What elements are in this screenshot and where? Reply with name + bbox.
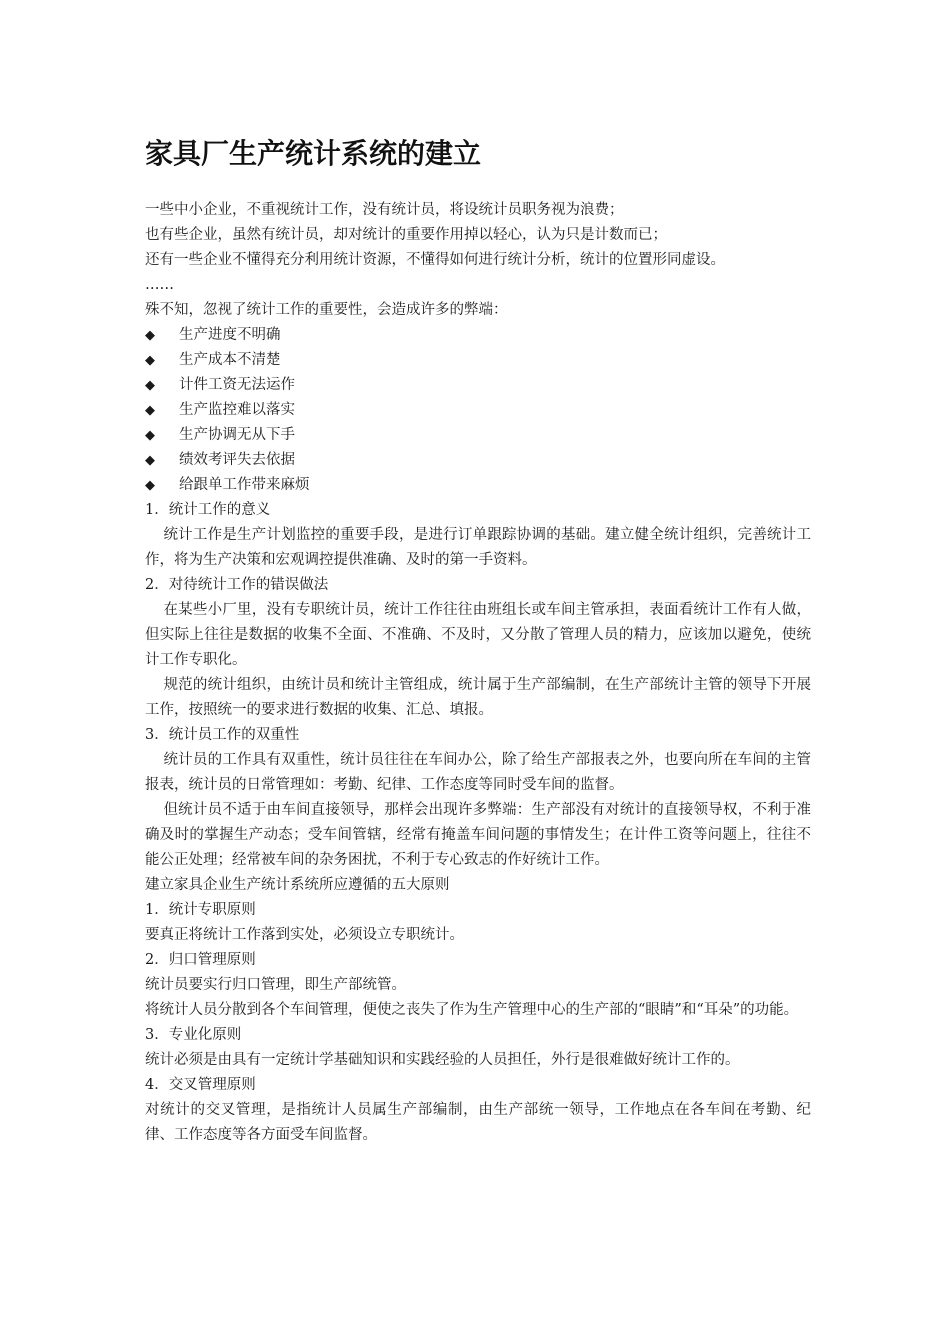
paragraph: 将统计人员分散到各个车间管理，便使之丧失了作为生产管理中心的生产部的“眼睛”和“耳朵”的功能。	[145, 1002, 799, 1018]
paragraph: 统计工作是生产计划监控的重要手段，是进行订单跟踪协调的基础。建立健全统计组织，完善统计工作，将为生产决策和宏观调控提供准确、及时的第一手资料。	[145, 527, 811, 568]
list-item	[145, 323, 811, 348]
diamond-bullet-icon: ◆	[145, 453, 155, 468]
paragraph: 统计员要实行归口管理，即生产部统管。	[145, 977, 406, 993]
principle-heading: 1．统计专职原则	[145, 902, 256, 918]
paragraph: 规范的统计组织，由统计员和统计主管组成，统计属于生产部编制，在生产部统计主管的领导下开展工作，按照统一的要求进行数据的收集、汇总、填报。	[145, 677, 811, 718]
paragraph: 统计员的工作具有双重性，统计员往往在车间办公，除了给生产部报表之外，也要向所在车间的主管报表，统计员的日常管理如：考勤、纪律、工作态度等同时受车间的监督。	[145, 752, 811, 793]
diamond-bullet-icon: ◆	[145, 353, 155, 368]
intro-line: 殊不知，忽视了统计工作的重要性，会造成许多的弊端：	[145, 302, 508, 318]
paragraph: 要真正将统计工作落到实处，必须设立专职统计。	[145, 927, 464, 943]
list-item-text: 生产监控难以落实	[179, 402, 295, 418]
list-item	[145, 398, 811, 423]
section-heading: 3．统计员工作的双重性	[145, 727, 300, 743]
list-item-text: 生产进度不明确	[179, 327, 281, 343]
list-item-text: 生产成本不清楚	[179, 352, 281, 368]
intro-line: 也有些企业，虽然有统计员，却对统计的重要作用掉以轻心，认为只是计数而已；	[145, 227, 667, 243]
list-item	[145, 423, 811, 448]
principles-heading: 建立家具企业生产统计系统所应遵循的五大原则	[145, 877, 450, 893]
principle-heading: 3．专业化原则	[145, 1027, 242, 1043]
list-item-text: 给跟单工作带来麻烦	[179, 477, 310, 493]
principle-heading: 2．归口管理原则	[145, 952, 256, 968]
list-item	[145, 348, 811, 373]
diamond-bullet-icon: ◆	[145, 478, 155, 493]
drawbacks-list	[145, 323, 811, 498]
diamond-bullet-icon: ◆	[145, 428, 155, 443]
principle-heading: 4．交叉管理原则	[145, 1077, 256, 1093]
ellipsis: ……	[145, 277, 174, 293]
list-item	[145, 448, 811, 473]
diamond-bullet-icon: ◆	[145, 328, 155, 343]
section-heading: 1．统计工作的意义	[145, 502, 271, 518]
paragraph: 对统计的交叉管理，是指统计人员属生产部编制，由生产部统一领导，工作地点在各车间在考勤、纪律、工作态度等各方面受车间监督。	[145, 1102, 811, 1143]
paragraph: 但统计员不适于由车间直接领导，那样会出现许多弊端：生产部没有对统计的直接领导权，不利于准确及时的掌握生产动态；受车间管辖，经常有掩盖车间问题的事情发生；在计件工资等问题上，往往不能公正处理；经常被车间的杂务困扰，不利于专心致志的作好统计工作。	[145, 802, 811, 868]
list-item	[145, 373, 811, 398]
list-item-text: 计件工资无法运作	[179, 377, 295, 393]
paragraph: 统计必须是由具有一定统计学基础知识和实践经验的人员担任，外行是很难做好统计工作的。	[145, 1052, 740, 1068]
paragraph: 在某些小厂里，没有专职统计员，统计工作往往由班组长或车间主管承担，表面看统计工作有人做，但实际上往往是数据的收集不全面、不准确、不及时，又分散了管理人员的精力，应该加以避免，使统计工作专职化。	[145, 602, 811, 668]
section-heading: 2．对待统计工作的错误做法	[145, 577, 329, 593]
intro-line: 还有一些企业不懂得充分利用统计资源，不懂得如何进行统计分析，统计的位置形同虚设。	[145, 252, 725, 268]
diamond-bullet-icon: ◆	[145, 378, 155, 393]
document-body	[145, 198, 811, 1148]
list-item-text: 绩效考评失去依据	[179, 452, 295, 468]
intro-line: 一些中小企业，不重视统计工作，没有统计员，将设统计员职务视为浪费；	[145, 202, 624, 218]
list-item-text: 生产协调无从下手	[179, 427, 295, 443]
diamond-bullet-icon: ◆	[145, 403, 155, 418]
list-item	[145, 473, 811, 498]
document-title: 家具厂生产统计系统的建立	[145, 137, 482, 170]
